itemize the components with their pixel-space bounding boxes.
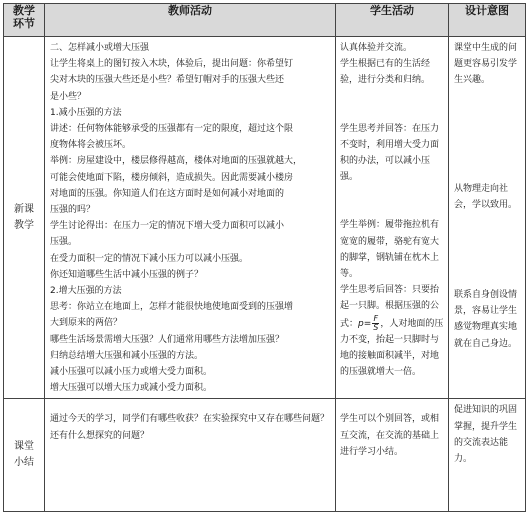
teacher-line: 学生讨论得出：在压力一定的情况下增大受力面积可以减小 xyxy=(50,221,285,232)
design-text: 联系自身创设情景，容易让学生感觉物理真实地就在自己身边。 xyxy=(454,290,518,349)
teacher-activity-new-lesson xyxy=(45,37,336,399)
student-text: 学生思考后回答：只要抬起一只脚。根据压强的公式： xyxy=(340,285,440,329)
design-text: 促进知识的巩固掌握，提升学生的交流表达能力。 xyxy=(454,405,518,465)
teacher-line: 你还知道哪些生活中减小压强的例子？ xyxy=(50,269,204,280)
teacher-line: 增大压强可以增大压力或减小受力面积。 xyxy=(50,383,213,394)
teacher-line: 压强。 xyxy=(50,237,78,248)
student-text: 学生可以个别回答，或相互交流，在交流的基础上进行学习小结。 xyxy=(340,414,440,457)
teacher-line: 对地面的压强。你知道人们在这方面时是如何减小对地面的 xyxy=(50,188,285,199)
design-text: 从物理走向社会，学以致用。 xyxy=(454,183,518,210)
student-answer xyxy=(340,282,445,380)
student-text: ，人对地面的压力不变，抬起一只脚时与地的接触面积减半，对地的压强就增大一倍。 xyxy=(340,318,444,378)
summary-row xyxy=(4,399,526,512)
header-design-intent: 设计意图 xyxy=(449,4,526,37)
lesson-plan-table xyxy=(3,3,526,512)
formula-fraction xyxy=(372,315,379,332)
teacher-line: 2.增大压强的方法 xyxy=(50,286,122,297)
student-text: 认真体验并交流。 xyxy=(340,43,413,53)
student-activity-new-lesson xyxy=(336,37,449,399)
pressure-formula xyxy=(358,313,380,332)
student-text: 学生思考并回答：在压力不变时，利用增大受力面积的办法，可以减小压强。 xyxy=(340,123,440,183)
teacher-activity-summary xyxy=(45,399,336,512)
student-activity-summary xyxy=(336,399,449,512)
teacher-line: 讲述：任何物体能够承受的压强都有一定的限度，超过这个限 xyxy=(50,124,294,135)
teacher-line: 举例：房屋建设中，楼层修得越高，楼体对地面的压强就越大， xyxy=(50,156,303,167)
design-intent-new-lesson xyxy=(449,37,526,399)
new-lesson-row xyxy=(4,37,526,399)
teacher-line: 可能会使地面下陷，楼房倾斜，造成损失。因此需要减小楼房 xyxy=(50,172,294,183)
teacher-line: 在受力面积一定的情况下减小压力可以减小压强。 xyxy=(50,253,249,264)
teacher-line: 归纳总结增大压强和减小压强的方法。 xyxy=(50,350,204,361)
header-stage: 教学 环节 xyxy=(4,4,45,37)
formula-denominator: S xyxy=(373,322,379,332)
stage-summary: 课堂 小结 xyxy=(4,399,45,512)
teacher-line: 减小压强可以减小压力或增大受力面积。 xyxy=(50,367,213,378)
teacher-line: 度物体将会被压坏。 xyxy=(50,140,132,151)
teacher-line: 哪些生活场景需增大压强？人们通常用哪些方法增加压强？ xyxy=(50,334,285,345)
teacher-line: 大到原来的两倍？ xyxy=(50,318,123,329)
teacher-line: 尖对木块的压强大些还是小些？希望钉帽对手的压强大些还 xyxy=(50,75,285,86)
teacher-line: 让学生将桌上的图钉按入木块，体验后，提出问题：你希望钉 xyxy=(50,59,294,70)
teacher-line: 压强的吗？ xyxy=(50,205,96,216)
student-text: 学生举例：履带拖拉机有宽宽的履带，骆驼有宽大的脚掌，钢轨铺在枕木上等。 xyxy=(340,220,440,280)
teacher-line: 思考：你站立在地面上，怎样才能很快地使地面受到的压强增 xyxy=(50,302,294,313)
stage-new-lesson: 新课 教学 xyxy=(4,37,45,399)
formula-p: p= xyxy=(358,318,372,329)
design-intent-summary xyxy=(449,399,526,512)
header-student-activity: 学生活动 xyxy=(336,4,449,37)
formula-numerator: F xyxy=(373,313,379,323)
teacher-line: 是小些？ xyxy=(50,91,87,102)
student-text: 学生根据已有的生活经验，进行分类和归纳。 xyxy=(340,59,431,86)
teacher-text: 通过今天的学习，同学们有哪些收获？在实验探究中又存在哪些问题？还有什么想探究的问题？ xyxy=(50,414,330,441)
teacher-line: 二、怎样减小或增大压强 xyxy=(50,43,150,53)
header-teacher-activity: 教师活动 xyxy=(45,4,336,37)
design-text: 课堂中生成的问题更容易引发学生兴趣。 xyxy=(454,43,518,86)
header-row xyxy=(4,4,526,37)
teacher-line: 1.减小压强的方法 xyxy=(50,107,122,118)
